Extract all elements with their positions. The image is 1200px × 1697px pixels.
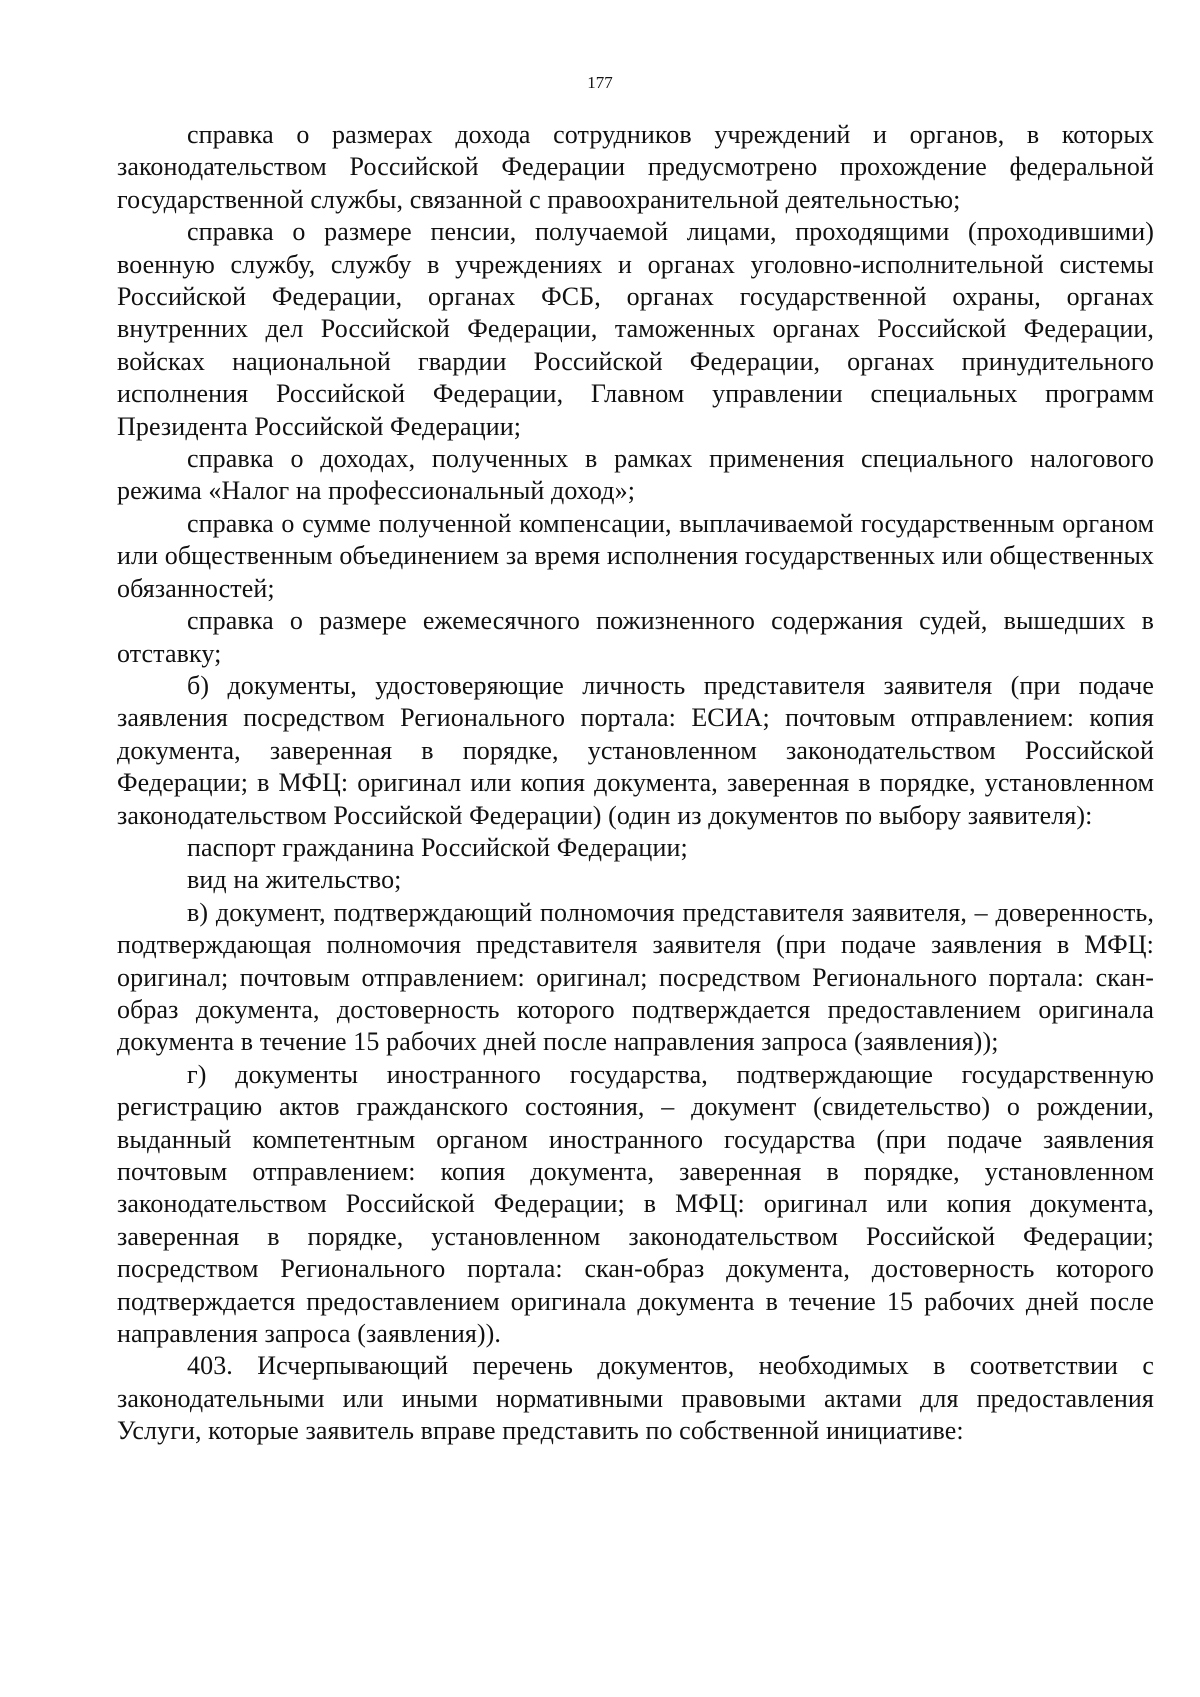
document-body	[117, 119, 1154, 1448]
paragraph-pension-certificate: справка о размере пенсии, получаемой лицами, проходящими (проходившими) военную службу, службу в учреждениях и органах уголовно-исполнительной системы Российской Федерации, органах ФСБ, органах государственной охраны, органах внутренних дел Российской Федерации, таможенных органах Российской Федерации, войсках национальной гвардии Российской Федерации, органах принудительного исполнения Российской Федерации, Главном управлении специальных программ Президента Российской Федерации;	[117, 217, 1154, 441]
paragraph-compensation-certificate: справка о сумме полученной компенсации, выплачиваемой государственным органом или общественным объединением за время исполнения государственных или общественных обязанностей;	[117, 508, 1154, 603]
paragraph-item-b-identity-documents: б) документы, удостоверяющие личность представителя заявителя (при подаче заявления посредством Регионального портала: ЕСИА; почтовым отправлением: копия документа, заверенная в порядке, установленном законодательством Российской Федерации; в МФЦ: оригинал или копия документа, заверенная в порядке, установленном законодательством Российской Федерации) (один из документов по выбору заявителя):	[117, 670, 1154, 830]
paragraph-income-certificate-law-enforcement: справка о размерах дохода сотрудников учреждений и органов, в которых законодательством Российской Федерации предусмотрено прохождение федеральной государственной службы, связанной с правоохранительной деятельностью;	[117, 120, 1154, 214]
paragraph-item-g-foreign-documents: г) документы иностранного государства, подтверждающие государственную регистрацию актов гражданского состояния, – документ (свидетельство) о рождении, выданный компетентным органом иностранного государства (при подаче заявления почтовым отправлением: копия документа, заверенная в порядке, установленном законодательством Российской Федерации; в МФЦ: оригинал или копия документа, заверенная в порядке, установленном законодательством Российской Федерации; посредством Регионального портала: скан-образ документа, достоверность которого подтверждается предоставлением оригинала документа в течение 15 рабочих дней после направления запроса (заявления)).	[117, 1059, 1154, 1349]
paragraph-403-document-list: 403. Исчерпывающий перечень документов, необходимых в соответствии с законодательными или иными нормативными правовыми актами для предоставления Услуги, которые заявитель вправе представить по собственной инициативе:	[117, 1351, 1154, 1446]
paragraph-passport: паспорт гражданина Российской Федерации;	[187, 832, 688, 862]
page-number: 177	[587, 73, 613, 92]
paragraph-professional-income-tax: справка о доходах, полученных в рамках применения специального налогового режима «Налог на профессиональный доход»;	[117, 444, 1154, 506]
paragraph-judges-allowance: справка о размере ежемесячного пожизненного содержания судей, вышедших в отставку;	[117, 606, 1154, 668]
paragraph-residence-permit: вид на жительство;	[187, 865, 402, 895]
paragraph-item-v-power-of-attorney: в) документ, подтверждающий полномочия представителя заявителя, – доверенность, подтверждающая полномочия представителя заявителя (при подаче заявления в МФЦ: оригинал; почтовым отправлением: оригинал; посредством Регионального портала: скан-образ документа, достоверность которого подтверждается предоставлением оригинала документа в течение 15 рабочих дней после направления запроса (заявления));	[117, 897, 1154, 1057]
